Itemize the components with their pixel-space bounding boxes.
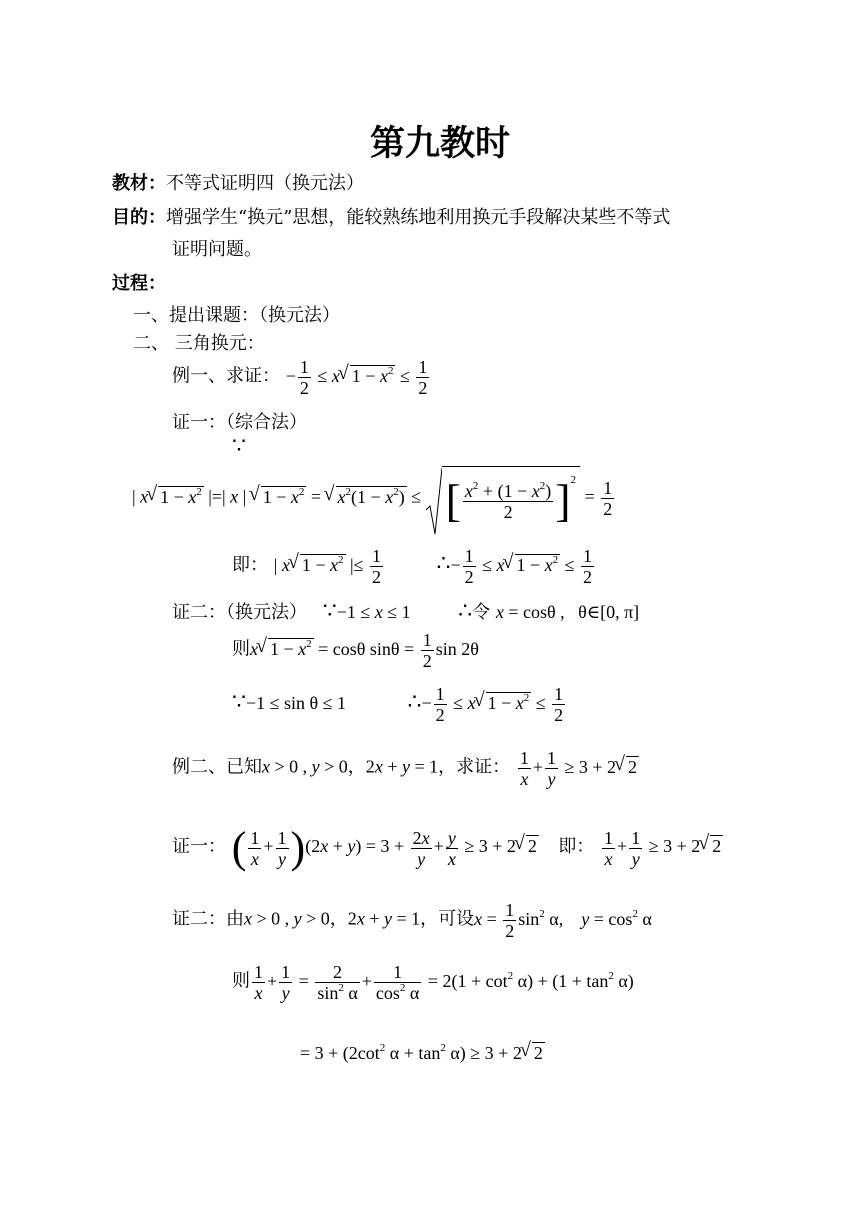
example-2-statement: 例二、已知x > 0 , y > 0，2x + y = 1，求证： $\frac{1}{x}$ + $\frac{1}{y}$ ≥ 3 + 2√ 2 bbox=[172, 748, 639, 789]
goal-line-1 bbox=[112, 207, 670, 229]
example-2-qiuzheng: 求证： bbox=[456, 756, 511, 778]
example-2-ze: 则 bbox=[232, 970, 250, 992]
example-1-label: 例一、求证： bbox=[172, 365, 280, 387]
proof-2-line: 证二：（换元法） ∵−1 ≤ x ≤ 1 ∴令 x = cosθ , θ∈[0, π] bbox=[172, 598, 640, 624]
section-2: 二、 三角换元： bbox=[133, 333, 265, 354]
example-2-label: 例二、已知 bbox=[172, 756, 262, 778]
goal-text-2: 证明问题。 bbox=[172, 239, 262, 260]
ling-label: 令 bbox=[472, 602, 491, 623]
ji-label: 即： bbox=[232, 554, 268, 576]
ze-label: 则 bbox=[232, 638, 250, 660]
proof-2-conclusion: ∵−1 ≤ sin θ ≤ 1 ∴− $\frac{1}{2}$ ≤ x√ $1 - x^2$ ≤ $\frac{1}{2}$ bbox=[232, 684, 567, 725]
material-label: 教材： bbox=[112, 173, 166, 194]
big-radical: [ $\frac{x^2 + (1 - x^2)}{2}$ ]$^2$ bbox=[426, 466, 580, 531]
proof-1-chain: | x√ $1 - x^2$ |=| x | √ $1 - x^2$ = √ $x^2(1 - x^2)$ ≤ [ $\frac{x^2 + (1 - x^2)}{2}$ ]$^2$ = $\frac{1}{2}$ bbox=[132, 466, 616, 531]
example-2-proof-2-label: 证二：由 bbox=[172, 908, 244, 930]
example-2-proof-2: 证二：由x > 0 , y > 0，2x + y = 1，可设x = $\frac{1}{2}$ $\sin^2 \alpha$, $y = \cos^2 \alpha$ bbox=[172, 900, 652, 941]
example-1-statement bbox=[172, 357, 431, 398]
material-line bbox=[112, 173, 364, 195]
proof-1-conclusion: 即： | x√ $1 - x^2$ |≤ $\frac{1}{2}$ ∴− $\frac{1}{2}$ ≤ x√ $1 - x^2$ ≤ $\frac{1}{2}$ bbox=[232, 546, 596, 587]
example-2-ji: 即： bbox=[558, 836, 595, 858]
example-2-final: = $3 + (2\cot^2$ $\alpha + \tan^2 \alpha) \ge 3 + 2√$ 2 bbox=[300, 1042, 545, 1064]
section-1: 一、提出课题：（换元法） bbox=[133, 305, 340, 326]
goal-text-1: 增强学生“换元”思想，能较熟练地利用换元手段解决某些不等式 bbox=[166, 207, 671, 228]
example-2-proof-1: 证一： ( $\frac{1}{x}$ + $\frac{1}{y}$ )(2x + y) = 3 + $\frac{2x}{y}$ + $\frac{y}{x}$ ≥ 3 + 2√ 2 即： $\frac{1}{x}$ + $\frac{1}{y}$ ≥ 3 + 2√ 2 bbox=[172, 820, 723, 876]
example-2-proof-1-label: 证一： bbox=[172, 836, 226, 858]
process-label: 过程： bbox=[112, 273, 166, 294]
therefore-symbol: ∴ bbox=[436, 551, 451, 577]
example-1-formula: − $\frac{1}{2}$ ≤ x√ $1 - x^2$ ≤ $\frac{1}{2}$ bbox=[286, 366, 432, 386]
proof-2-label: 证二：（换元法） bbox=[172, 602, 307, 623]
goal-label: 目的： bbox=[112, 207, 166, 228]
material-text: 不等式证明四（换元法） bbox=[166, 173, 364, 194]
proof-1-label: 证一：（综合法） bbox=[172, 412, 307, 433]
example-2-kesheshe: 可设 bbox=[438, 908, 475, 930]
page-title: 第九教时 bbox=[369, 124, 510, 164]
because-symbol: ∵ bbox=[232, 434, 246, 459]
proof-2-substitution: 则x√ $1 - x^2 = \cos\theta$ sinθ = $\frac{1}{2}$ sin 2θ bbox=[232, 630, 479, 671]
example-2-proof-2-step: 则 $\frac{1}{x}$ + $\frac{1}{y}$ = $\frac{2}{\sin^2 \alpha}$ + $\frac{1}{\cos^2 \alpha}$ = $2(1 + \cot^2 \alpha) + (1 + \tan^2 \alpha)$ bbox=[232, 962, 634, 1003]
